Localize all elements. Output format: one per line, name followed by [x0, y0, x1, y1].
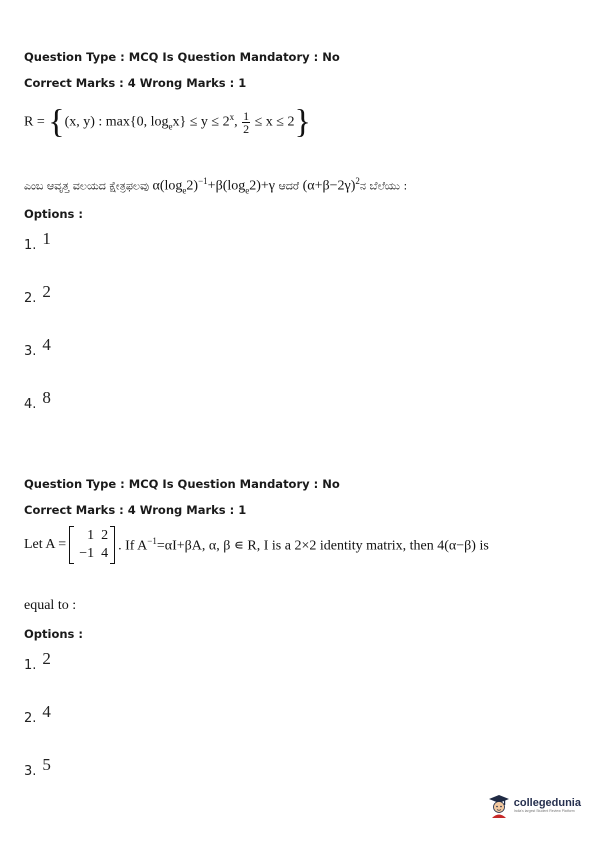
q1-marks: Correct Marks : 4 Wrong Marks : 1: [24, 76, 247, 90]
q1-option-4[interactable]: 4. 8: [24, 388, 51, 412]
q2-option-1[interactable]: 1. 2: [24, 649, 51, 673]
logo-tagline: India's largest Student Review Platform: [513, 809, 575, 813]
q1-option-2[interactable]: 2. 2: [24, 282, 51, 306]
graduate-mascot-icon: [488, 794, 510, 818]
q2-marks: Correct Marks : 4 Wrong Marks : 1: [24, 503, 247, 517]
q1-question-text: ಎಂಬ ಆವೃತ್ತ ವಲಯದ ಕ್ಷೇತ್ರಫಲವು $\alpha(\log_e2)^{-1}+\beta(\log_e2)+\gamma$ ಆದರೆ $(\alpha+\beta-2\gamma)^2ನ$ ಬೆಲೆಯು :: [24, 176, 408, 196]
q1-option-3[interactable]: 3. 4: [24, 335, 51, 359]
q1-option-1[interactable]: 1. 1: [24, 229, 51, 253]
q2-options-label: Options :: [24, 627, 83, 641]
q1-question-type: Question Type : MCQ Is Question Mandatory : No: [24, 50, 340, 64]
q2-option-3[interactable]: 3. 5: [24, 755, 51, 779]
collegedunia-logo: [488, 794, 581, 818]
q1-set-definition: R = {(x, y) : max{0, $\log_ex\} \le y \le 2^x$, $\frac{1}{2}$ ≤ x ≤ 2}: [24, 103, 311, 141]
q2-question-type: Question Type : MCQ Is Question Mandatory : No: [24, 477, 340, 491]
q2-question-text-continued: equal to :: [24, 598, 77, 613]
logo-wordmark: collegedunia: [513, 797, 581, 809]
q2-option-2[interactable]: 2. 4: [24, 702, 51, 726]
matrix-a: 1 2 −1 4: [69, 526, 115, 564]
q1-options-label: Options :: [24, 207, 83, 221]
q2-question-text: Let A = 1 2 −1 4 . If $A^{-1}=\alpha I+\beta A$, α, β ∊ R, I is a 2×2 identity matrix, then 4(α−β) is: [24, 526, 489, 564]
